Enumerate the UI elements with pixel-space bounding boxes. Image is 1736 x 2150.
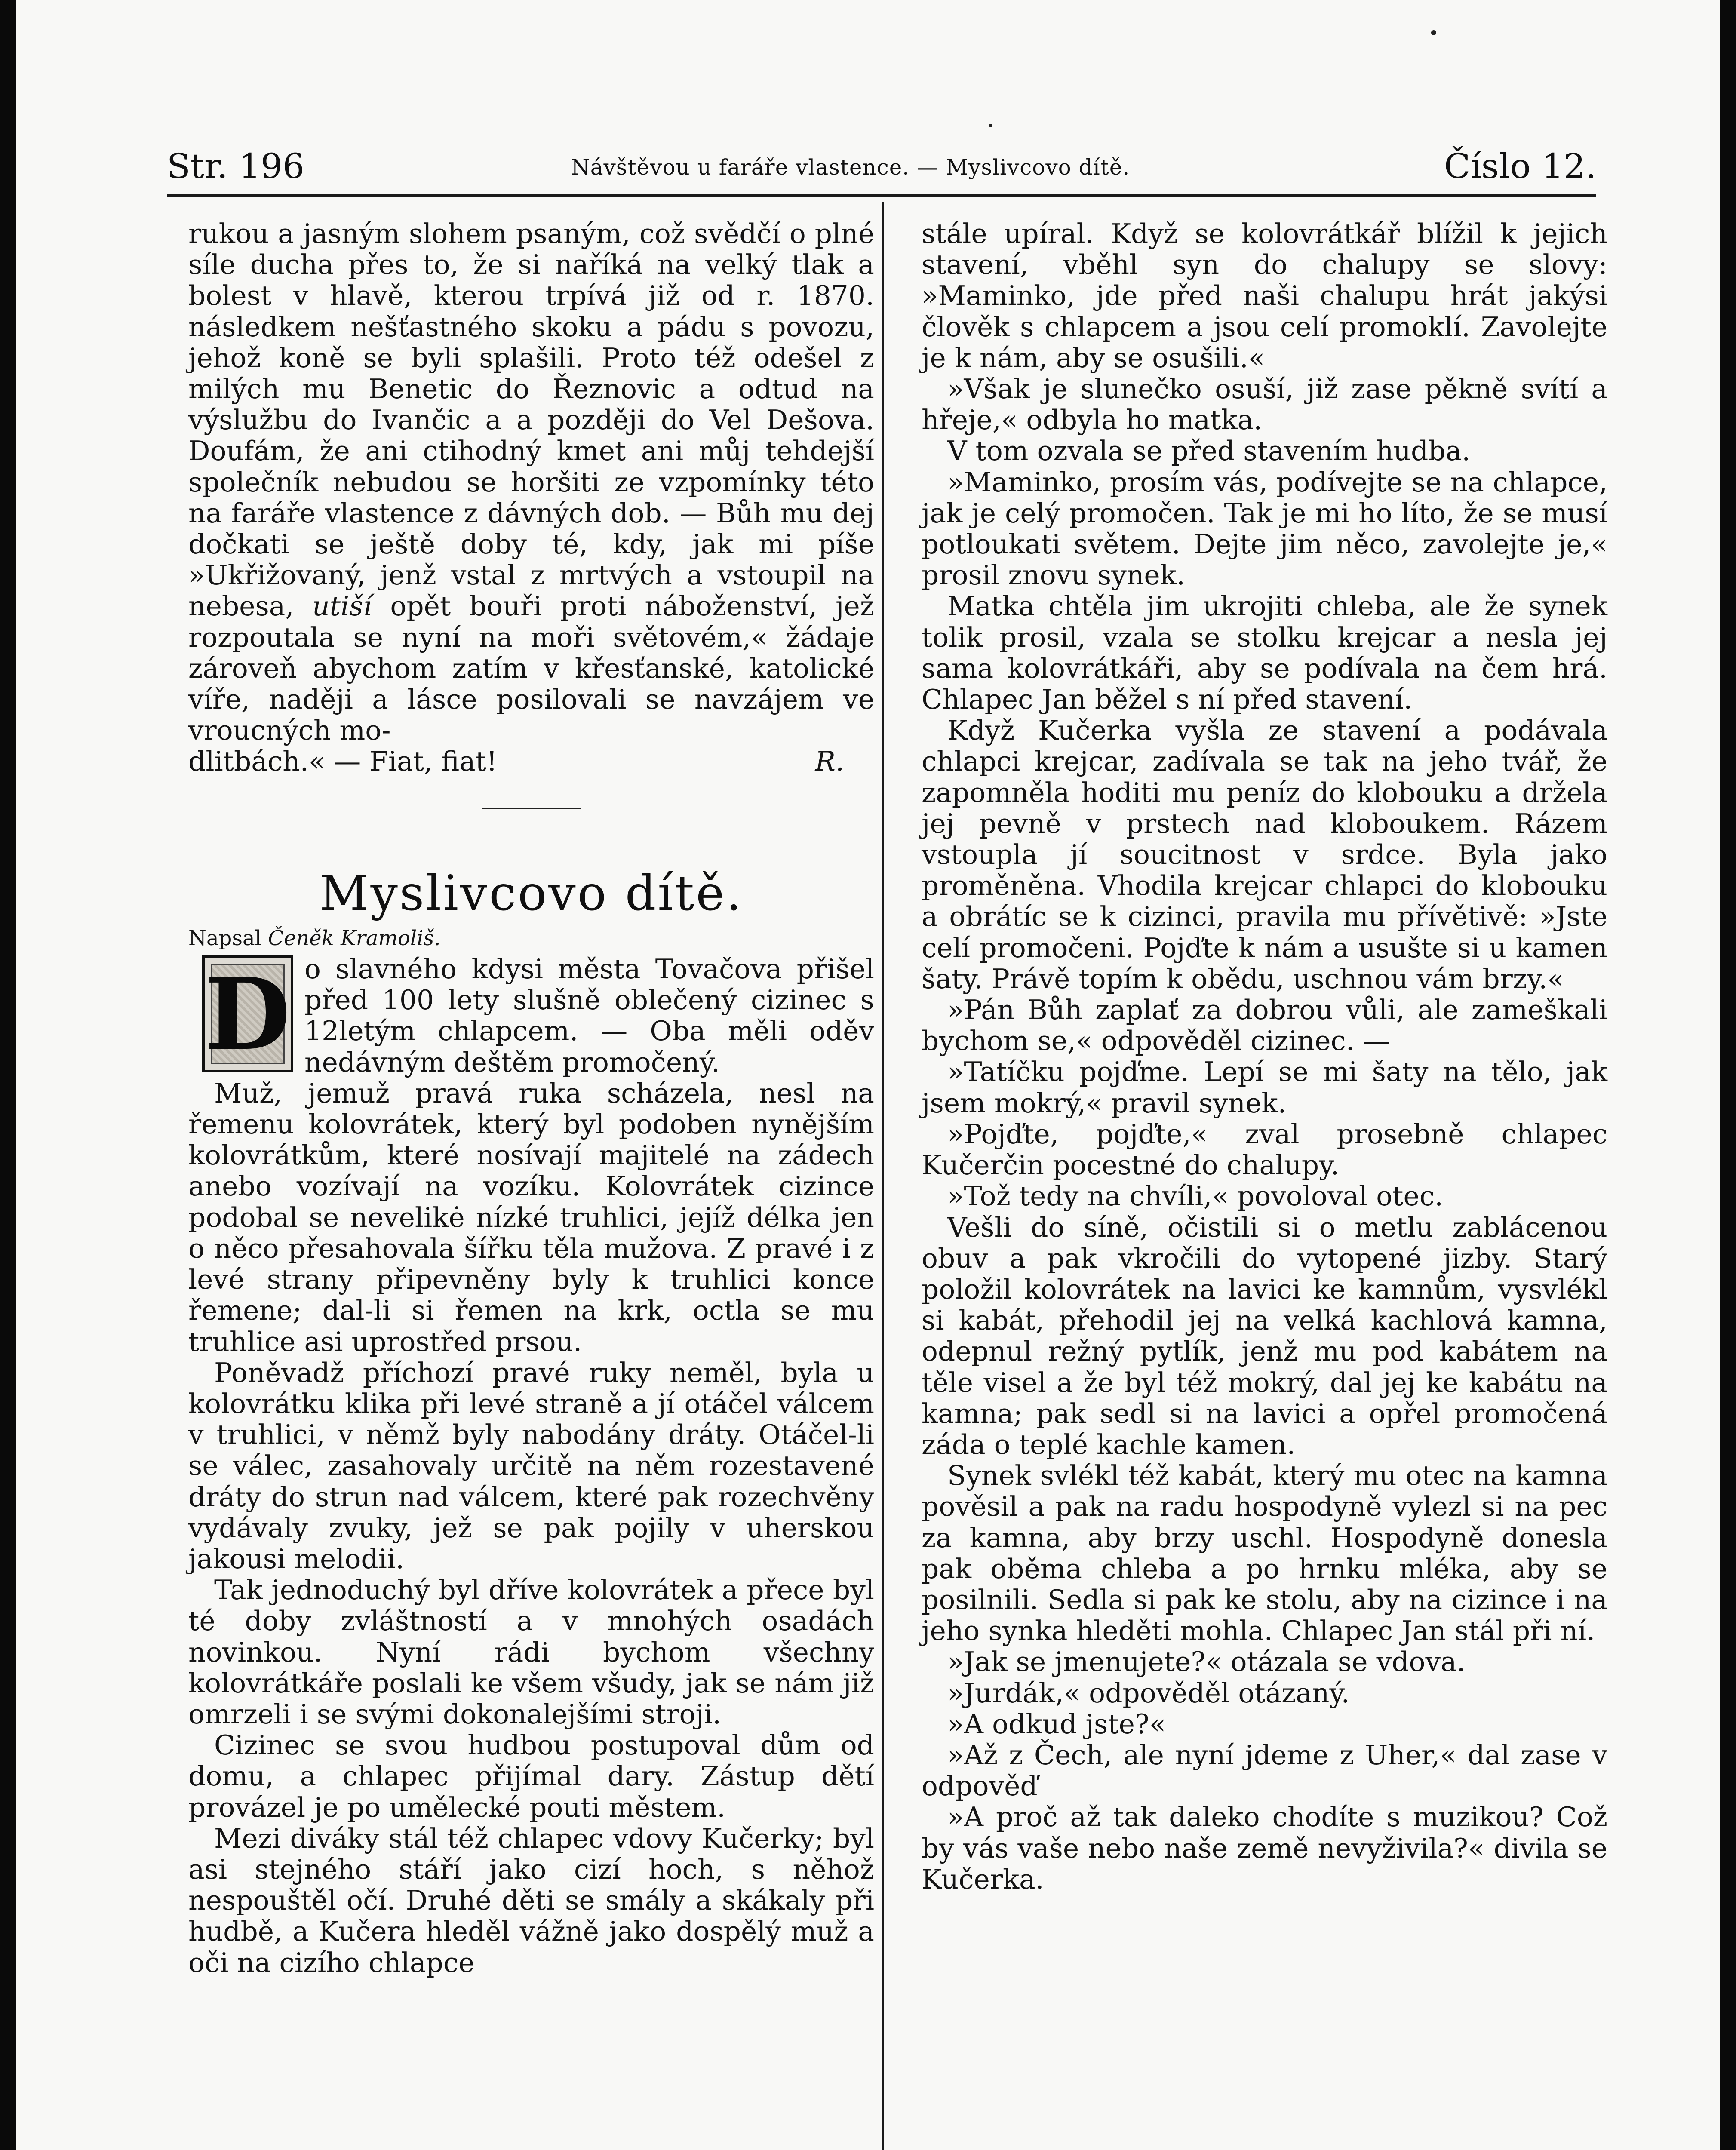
header-rule [167, 194, 1596, 197]
byline [188, 923, 874, 954]
paragraph: V tom ozvala se před stavením hudba. [947, 435, 1471, 467]
left-column [188, 218, 874, 1978]
paragraph: »Až z Čech, ale nyní jdeme z Uher,« dal zase v odpověď [922, 1739, 1607, 1802]
closing-text: dlitbách.« — Fiat, fiat! [188, 746, 498, 777]
signature: R. [815, 746, 844, 777]
paragraph: »Tož tedy na chvíli,« povoloval otec. [947, 1180, 1444, 1212]
author-name: Čeněk Kramoliš. [268, 926, 441, 950]
paragraph: »Jurdák,« odpověděl otázaný. [947, 1677, 1350, 1709]
paragraph: Cizinec se svou hudbou postupoval dům od domu, a chlapec přijímal dary. Zástup dětí provázel je po umělecké pouti městem. [188, 1729, 874, 1823]
page [16, 0, 1720, 2150]
section-divider [482, 808, 581, 809]
dropcap [202, 955, 293, 1072]
paragraph: »Tatíčku pojďme. Lepí se mi šaty na tělo, jak jsem mokrý,« pravil synek. [922, 1056, 1607, 1119]
paragraph [188, 218, 874, 746]
opening-paragraph [188, 954, 874, 1078]
issue-number: Číslo 12. [1444, 146, 1597, 186]
page-number: Str. 196 [167, 146, 304, 186]
paragraph: »A odkud jste?« [947, 1708, 1166, 1740]
paragraph: »Pán Bůh zaplať za dobrou vůli, ale zameškali bychom se,« odpověděl cizinec. — [922, 994, 1607, 1057]
paragraph: Tak jednoduchý byl dříve kolovrátek a přece byl té doby zvláštností a v mnohých osadách novinkou. Nyní rádi bychom všechny kolovrátkáře poslali ke všem všudy, jak se nám již omrzeli i se svými dokonalejšími stroji. [188, 1574, 874, 1730]
paragraph: »Pojďte, pojďte,« zval prosebně chlapec Kučerčin pocestné do chalupy. [922, 1118, 1607, 1181]
dropcap-letter: D [205, 956, 291, 1073]
column-separator [882, 202, 884, 2150]
running-header [16, 137, 1720, 193]
paragraph: »Jak se jmenujete?« otázala se vdova. [947, 1646, 1466, 1678]
emphasis: utiší [312, 590, 372, 622]
paragraph: »Však je slunečko osuší, již zase pěkně svítí a hřeje,« odbyla ho matka. [922, 373, 1607, 436]
paragraph-text: o slavného kdysi města Tovačova přišel před 100 lety slušně oblečený cizinec s 12letým chlapcem. — Oba měli oděv nedávným deštěm promočený. [304, 953, 874, 1078]
byline-prefix: Napsal [188, 926, 261, 950]
running-title: Návštěvou u faráře vlastence. — Myslivcovo dítě. [571, 155, 1130, 180]
paragraph: »A proč až tak daleko chodíte s muzikou? Což by vás vaše nebo naše země nevyživila?« divila se Kučerka. [922, 1801, 1607, 1895]
paragraph: Poněvadž příchozí pravé ruky neměl, byla u kolovrátku klika při levé straně a jí otáčel válcem v truhlici, v němž byly nabodány dráty. Otáčel-li se válec, zasahovaly určitě na něm rozestavené dráty do strun nad válcem, které pak rozechvěny vydávaly zvuky, jež se pak pojily v uherskou jakousi melodii. [188, 1357, 874, 1575]
paragraph-text: rukou a jasným slohem psaným, což svědčí o plné síle ducha přes to, že si naříká na velký tlak a bolest v hlavě, kterou trpívá již od r. 1870. následkem nešťastného skoku a pádu s povozu, jehož koně se byli splašili. Proto též odešel z milých mu Benetic do Řeznovic a odtud na výslužbu do Ivančic a a později do Vel Dešova. Doufám, že ani ctihodný kmet ani můj tehdejší společník nebudou se horšiti ze vzpomínky této na faráře vlastence z dávných dob. — Bůh mu dej dočkati se ještě doby té, kdy, jak mi píše »Ukřižovaný, jenž vstal z mrtvých a vstoupil na nebesa, [188, 218, 874, 622]
paragraph: Mezi diváky stál též chlapec vdovy Kučerky; byl asi stejného stáří jako cizí hoch, s něhož nespouštěl očí. Druhé děti se smály a skákaly při hudbě, a Kučera hleděl vážně jako dospělý muž a oči na cizího chlapce [188, 1822, 874, 1978]
closing-line [188, 746, 874, 777]
paragraph: stále upíral. Když se kolovrátkář blížil k jejich stavení, vběhl syn do chalupy se slovy: »Maminko, jde před naši chalupu hrát jakýsi člověk s chlapcem a jsou celí promoklí. Zavolejte je k nám, aby se osušili.« [922, 218, 1607, 374]
paragraph: Když Kučerka vyšla ze stavení a podávala chlapci krejcar, zadívala se tak na jeho tvář, že zapomněla hoditi mu peníz do klobouku a držela jej pevně v prstech nad kloboukem. Rázem vstoupla jí soucitnost v srdce. Byla jako proměněna. Vhodila krejcar chlapci do klobouku a obrátíc se k cizinci, pravila mu přívětivě: »Jste celí promočeni. Pojďte k nám a usušte si u kamen šaty. Právě topím k obědu, uschnou vám brzy.« [922, 715, 1607, 995]
paragraph: Vešli do síně, očistili si o metlu zablácenou obuv a pak vkročili do vytopené jizby. Starý položil kolovrátek na lavici ke kamnům, vysvlékl si kabát, přehodil jej na velká kachlová kamna, odepnul režný pytlík, jenž mu pod kabátem na těle visel a že byl též mokrý, dal jej ke kabátu na kamna; pak sedl si na lavici a opřel promočená záda o teplé kachle kamen. [922, 1211, 1607, 1460]
paragraph: Muž, jemuž pravá ruka scházela, nesl na řemenu kolovrátek, který byl podoben nynějším kolovrátkům, které nosívají majitelé na zádech anebo vozívají na vozíku. Kolovrátek cizince podobal se nevelikė nízké truhlici, jejíž délka jen o něco přesahovala šířku těla mužova. Z pravé i z levé strany připevněny byly k truhlici konce řemene; dal-li si řemen na krk, octla se mu truhlice asi uprostřed prsou. [188, 1077, 874, 1358]
speck [1431, 30, 1436, 35]
story-title: Myslivcovo dítě. [319, 865, 744, 921]
right-column [922, 218, 1607, 1895]
paragraph: Matka chtěla jim ukrojiti chleba, ale že synek tolik prosil, vzala se stolku krejcar a nesla jej sama kolovrátkáři, aby se podívala na čem hrá. Chlapec Jan běžel s ní před stavení. [922, 590, 1607, 716]
paragraph: »Maminko, prosím vás, podívejte se na chlapce, jak je celý promočen. Tak je mi ho líto, že se musí potloukati světem. Dejte jim něco, zavolejte je,« prosil znovu synek. [922, 466, 1607, 591]
speck [989, 124, 992, 127]
paragraph-text: opět bouři proti náboženství, jež rozpoutala se nyní na moři světovém,« žádaje zároveň abychom zatím v křesťanské, katolické víře, naději a lásce posilovali se navzájem ve vroucných mo- [188, 590, 874, 746]
paragraph: Synek svlékl též kabát, který mu otec na kamna pověsil a pak na radu hospodyně vylezl si na pec za kamna, aby brzy uschl. Hospodyně donesla pak oběma chleba a po hrnku mléka, aby se posilnili. Sedla si pak ke stolu, aby na cizince i na jeho synka hleděti mohla. Chlapec Jan stál při ní. [922, 1460, 1607, 1647]
